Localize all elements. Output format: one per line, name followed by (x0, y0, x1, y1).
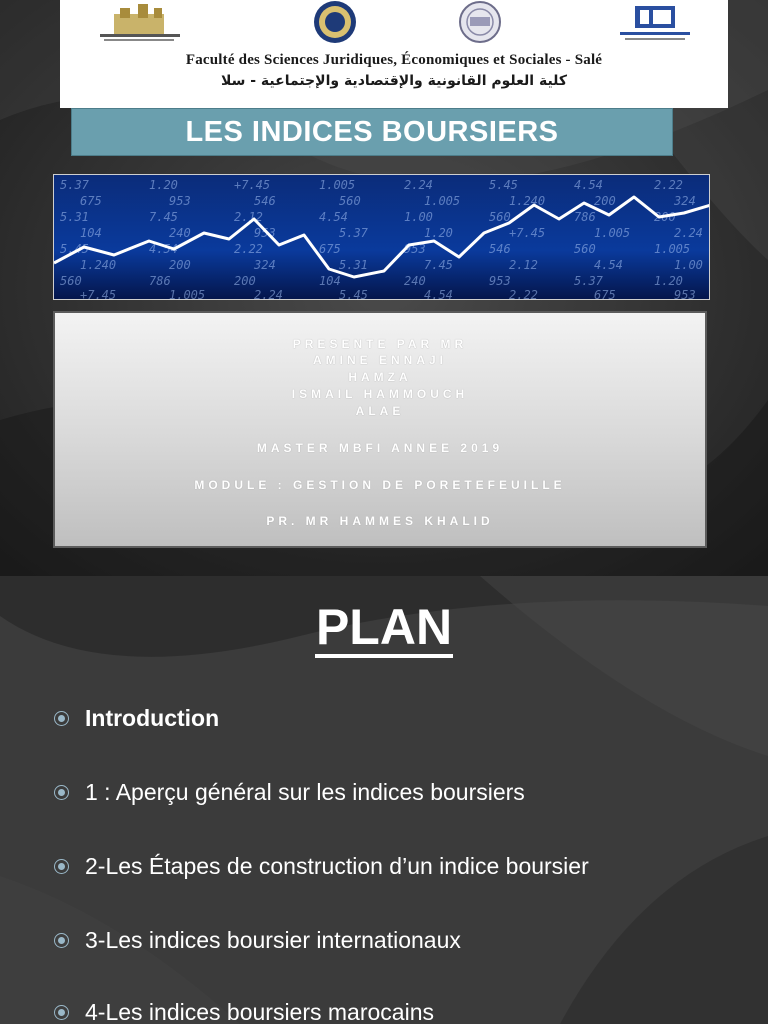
presenters-box (53, 311, 707, 548)
circle-bullet-icon (54, 933, 69, 948)
presented-by-label: PRESENTE PAR MR (292, 337, 468, 351)
ticker-number: 5.45 (489, 178, 518, 192)
ticker-number: 560 (60, 274, 82, 288)
presenter-name: HAMZA (348, 370, 412, 384)
ticker-number: 675 (80, 194, 102, 208)
plan-item-label: Introduction (85, 704, 220, 731)
university-logos (60, 0, 728, 52)
ticker-number: 953 (674, 288, 696, 300)
plan-item (54, 995, 754, 1024)
ticker-number: 1.005 (424, 194, 461, 208)
ticker-number: 953 (254, 226, 276, 240)
ticker-number: 1.20 (424, 226, 453, 240)
anniversary-logo (460, 2, 500, 42)
ticker-number: 7.45 (424, 258, 453, 272)
presenter-name: ALAE (355, 404, 405, 418)
ticker-number: 953 (489, 274, 511, 288)
ticker-number: 560 (489, 210, 511, 224)
plan-item (54, 849, 754, 883)
plan-slide (0, 576, 768, 1024)
ticker-number: 5.45 (60, 242, 89, 256)
ticker-number: 240 (169, 226, 191, 240)
ticker-number: 2.12 (509, 258, 538, 272)
ticker-number: 1.20 (149, 178, 178, 192)
ticker-number: +7.45 (234, 178, 271, 192)
ticker-number: 546 (254, 194, 276, 208)
faculty-name-fr: Faculté des Sciences Juridiques, Économiques et Sociales - Salé (185, 52, 603, 68)
plan-item (54, 775, 754, 809)
ticker-number: 1.005 (594, 226, 631, 240)
module-line: MODULE : GESTION DE PORETEFEUILLE (194, 478, 566, 492)
ticker-number: 2.24 (404, 178, 433, 192)
plan-item-label: 3-Les indices boursier internationaux (85, 926, 461, 953)
ticker-number: 2.24 (254, 288, 283, 300)
ticker-number: 2.22 (509, 288, 538, 300)
ticker-number: +7.45 (80, 288, 117, 300)
ticker-number: 1.240 (509, 194, 546, 208)
plan-title: PLAN (315, 600, 453, 658)
circle-bullet-icon (54, 1005, 69, 1020)
ticker-number: 5.45 (339, 288, 368, 300)
faculty-name-ar: كلية العلوم القانونية والإقتصادية والإجتماعية - سلا (220, 73, 568, 89)
plan-heading (0, 600, 768, 658)
circle-bullet-icon (54, 859, 69, 874)
slide-title: LES INDICES BOURSIERS (185, 115, 559, 148)
circle-bullet-icon (54, 785, 69, 800)
ticker-number: 1.240 (80, 258, 117, 272)
ticker-number: 200 (234, 274, 256, 288)
plan-item-label: 2-Les Étapes de construction d’un indice boursier (85, 852, 589, 879)
presenter-name: ISMAIL HAMMOUCH (291, 387, 469, 401)
ticker-number: 2.12 (234, 210, 263, 224)
plan-item-label: 4-Les indices boursiers marocains (85, 998, 434, 1024)
ticker-number: 5.37 (574, 274, 603, 288)
ticker-number: 2.22 (654, 178, 683, 192)
ticker-number: +7.45 (509, 226, 546, 240)
faculty-logo (620, 6, 690, 40)
seal-logo (314, 1, 356, 43)
ticker-number: 240 (404, 274, 426, 288)
ticker-number: 2.22 (234, 242, 263, 256)
professor-line: PR. MR HAMMES KHALID (266, 514, 494, 528)
ticker-number: 675 (319, 242, 341, 256)
master-line: MASTER MBFI ANNEE 2019 (256, 441, 504, 455)
ticker-number: 560 (339, 194, 361, 208)
ticker-number: 560 (574, 242, 596, 256)
ticker-number: 1.005 (654, 242, 691, 256)
ticker-number: 5.31 (339, 258, 368, 272)
stock-market-image (53, 174, 710, 300)
plan-item-label: 1 : Aperçu général sur les indices boursiers (85, 778, 525, 805)
ticker-number: 1.005 (319, 178, 356, 192)
ticker-number: 4.54 (424, 288, 453, 300)
ticker-number: 1.005 (169, 288, 206, 300)
ticker-number: 953 (404, 242, 426, 256)
faculty-header (60, 0, 728, 108)
ticker-number: 4.54 (594, 258, 623, 272)
ticker-number: 953 (169, 194, 191, 208)
plan-item (54, 701, 754, 735)
circle-bullet-icon (54, 711, 69, 726)
ticker-number: 7.45 (149, 210, 178, 224)
ticker-number: 200 (169, 258, 191, 272)
ticker-number: 5.31 (60, 210, 89, 224)
ticker-number: 786 (149, 274, 171, 288)
ticker-number: 5.37 (339, 226, 368, 240)
presenter-name: AMINE ENNAJI (312, 353, 447, 367)
university-building-logo (100, 4, 180, 41)
ticker-number: 5.37 (60, 178, 89, 192)
ticker-number: 1.20 (654, 274, 683, 288)
ticker-number: 2.24 (674, 226, 703, 240)
ticker-number: 1.00 (404, 210, 433, 224)
ticker-number: 4.54 (319, 210, 348, 224)
ticker-number: 104 (319, 274, 341, 288)
ticker-number: 786 (574, 210, 596, 224)
plan-item (54, 923, 754, 957)
ticker-number: 324 (674, 194, 696, 208)
ticker-number: 675 (594, 288, 616, 300)
ticker-number: 324 (254, 258, 276, 272)
ticker-number: 104 (80, 226, 102, 240)
ticker-number: 546 (489, 242, 511, 256)
ticker-number: 4.54 (574, 178, 603, 192)
ticker-number: 200 (594, 194, 616, 208)
title-banner (71, 108, 673, 156)
ticker-number: 200 (654, 210, 676, 224)
ticker-number: 1.00 (674, 258, 703, 272)
ticker-number: 4.54 (149, 242, 178, 256)
